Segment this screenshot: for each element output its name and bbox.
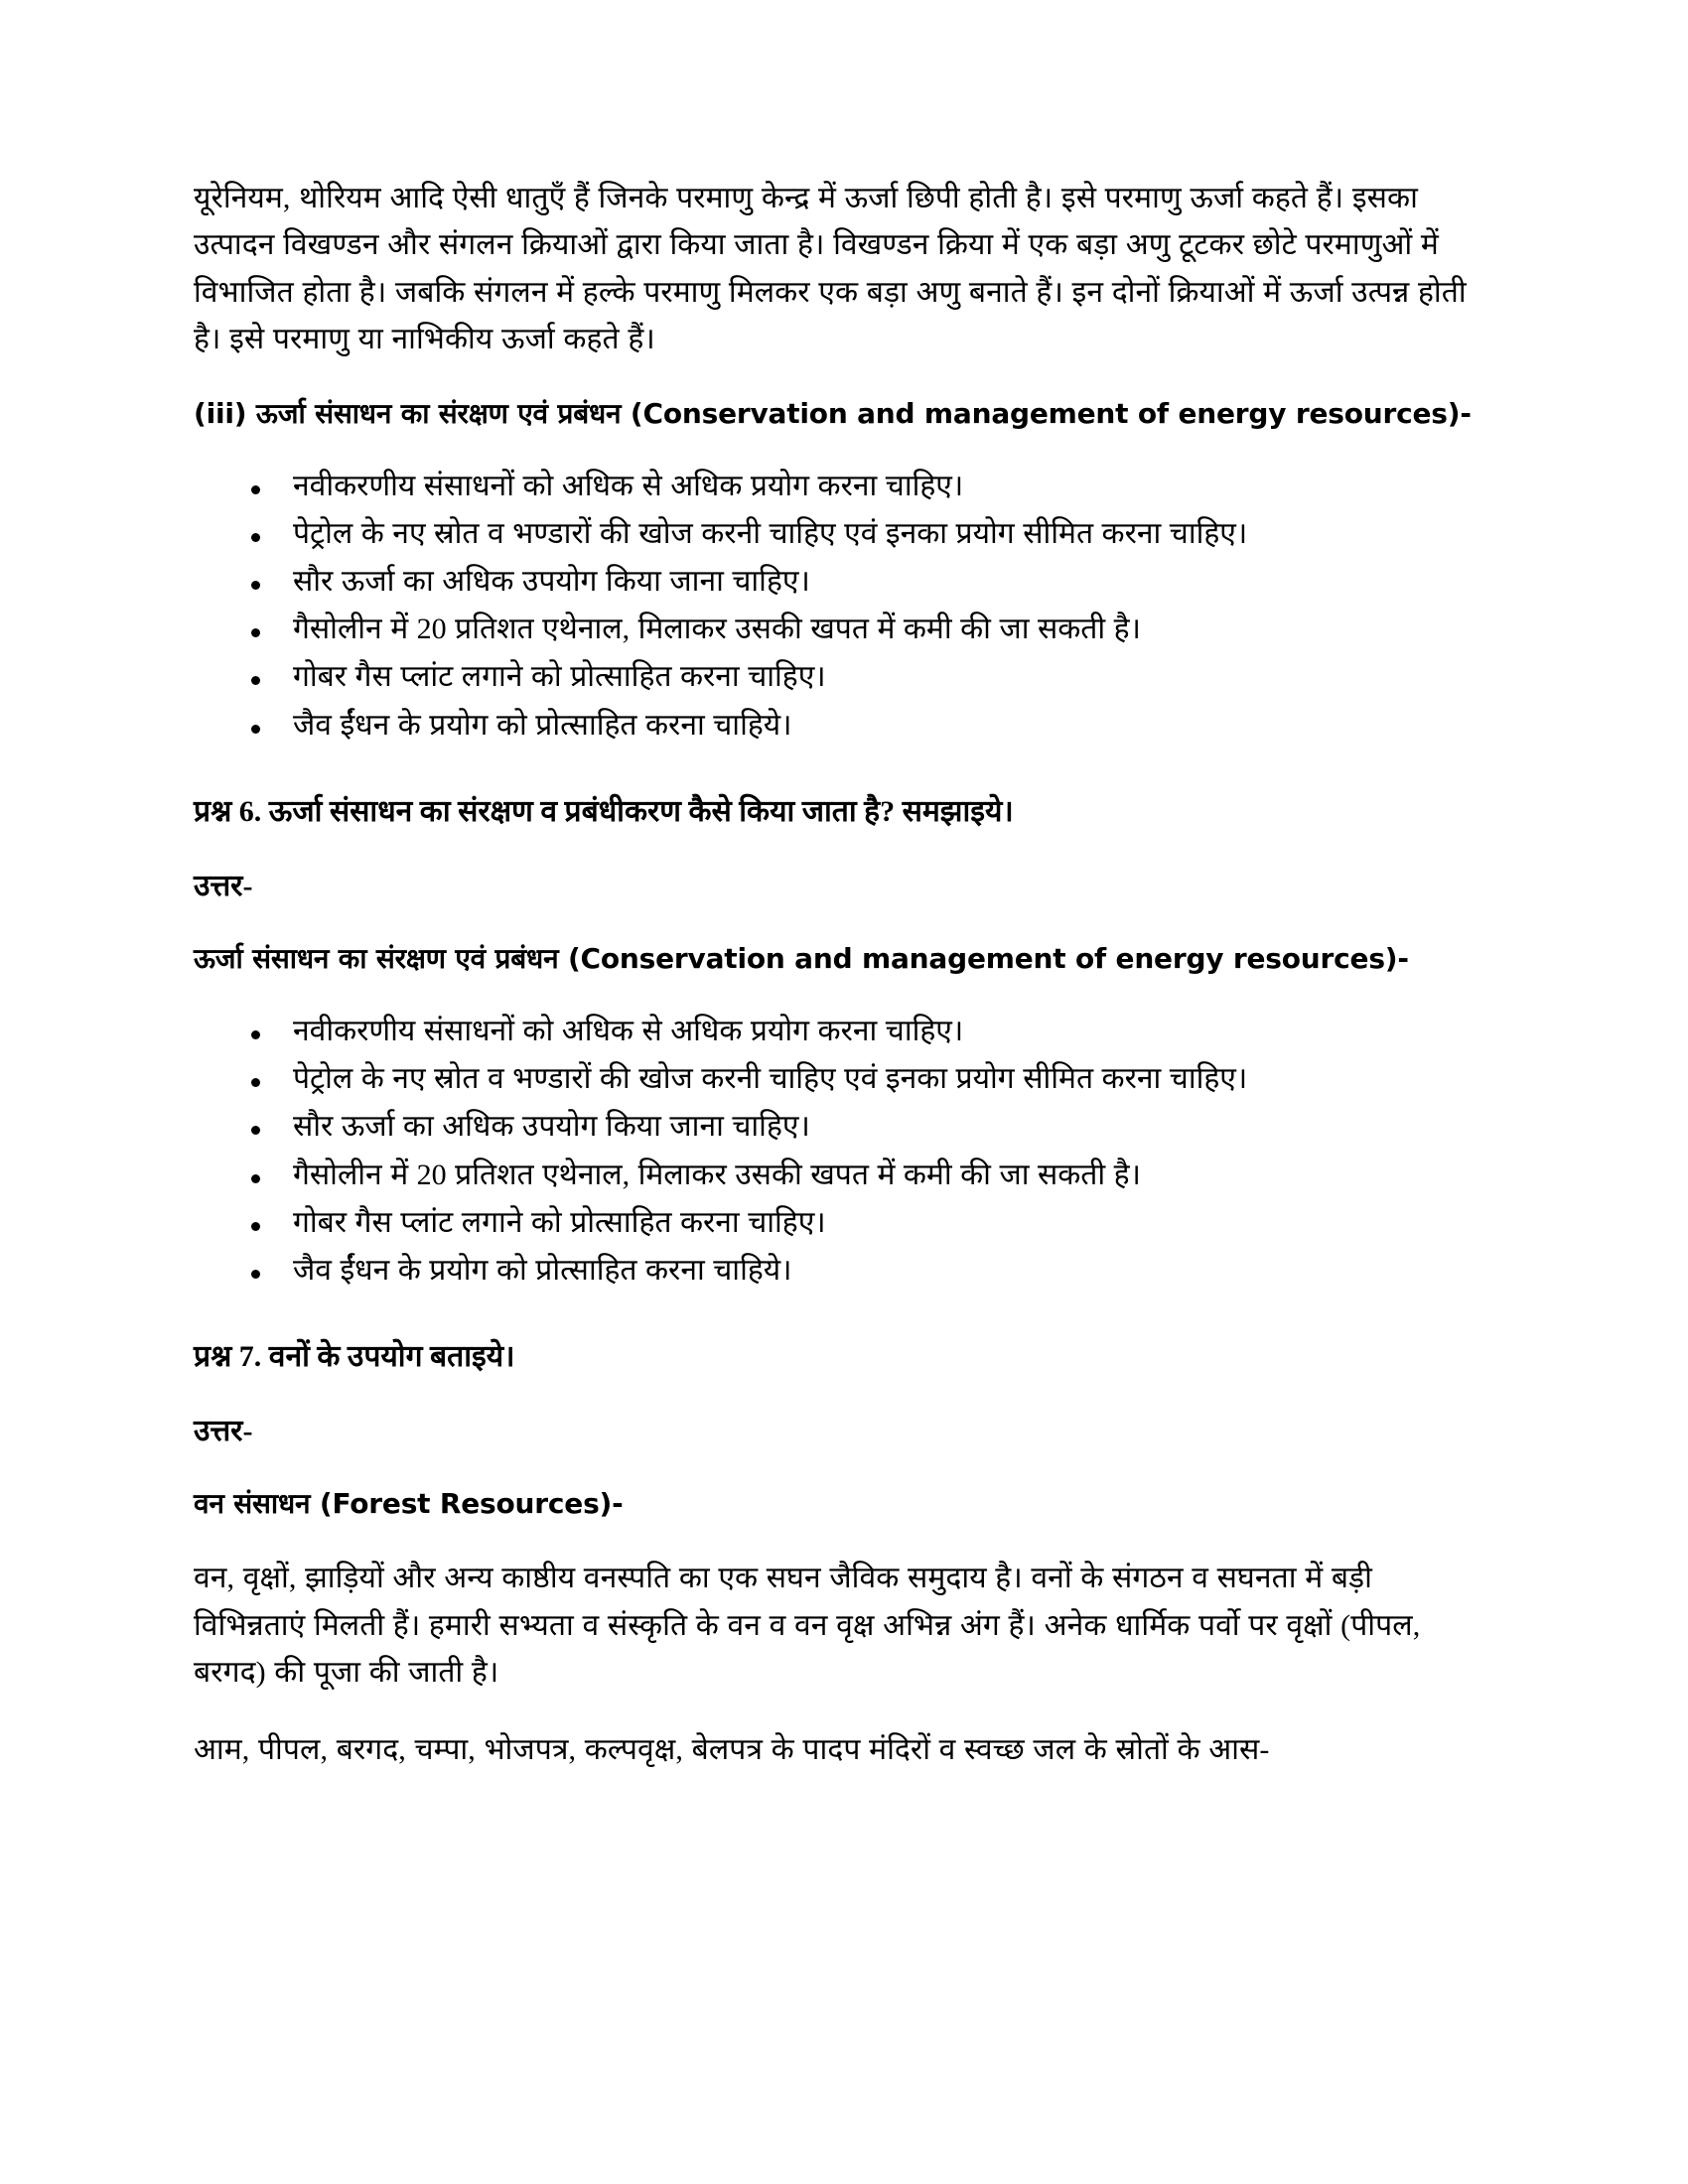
question-6-heading: प्रश्न 6. ऊर्जा संसाधन का संरक्षण व प्रबंधीकरण कैसे किया जाता है? समझाइये। bbox=[194, 794, 1014, 828]
list-item: सौर ऊर्जा का अधिक उपयोग किया जाना चाहिए। bbox=[251, 560, 1479, 604]
answer-label-7: उत्तर- bbox=[194, 1414, 253, 1447]
list-item: जैव ईंधन के प्रयोग को प्रोत्साहित करना चाहिये। bbox=[251, 704, 1479, 748]
answer-label-6: उत्तर- bbox=[194, 869, 253, 902]
conservation-bullet-list-2 bbox=[194, 1010, 1479, 1293]
conservation-bullet-list-1 bbox=[194, 465, 1479, 748]
list-item: पेट्रोल के नए स्रोत व भण्डारों की खोज करनी चाहिए एवं इनका प्रयोग सीमित करना चाहिए। bbox=[251, 1057, 1479, 1101]
spacer bbox=[194, 773, 1479, 789]
heading-conservation-iii: (iii) ऊर्जा संसाधन का संरक्षण एवं प्रबंधन (Conservation and management of energy resources)- bbox=[194, 396, 1472, 430]
list-item: गोबर गैस प्लांट लगाने को प्रोत्साहित करना चाहिए। bbox=[251, 1201, 1479, 1245]
list-item: गैसोलीन में 20 प्रतिशत एथेनाल, मिलाकर उसकी खपत में कमी की जा सकती है। bbox=[251, 608, 1479, 651]
heading-answer-6: ऊर्जा संसाधन का संरक्षण एवं प्रबंधन (Conservation and management of energy resources)- bbox=[194, 941, 1409, 975]
list-item: नवीकरणीय संसाधनों को अधिक से अधिक प्रयोग करना चाहिए। bbox=[251, 465, 1479, 508]
heading-forest-resources: वन संसाधन (Forest Resources)- bbox=[194, 1486, 624, 1520]
forest-paragraph-1: वन, वृक्षों, झाड़ियों और अन्य काष्ठीय वनस्पति का एक सघन जैविक समुदाय है। वनों के संगठन व सघनता में बड़ी विभिन्नताएं मिलती हैं। हमारी सभ्यता व संस्कृति के वन व वन वृक्ष अभिन्न अंग हैं। अनेक धार्मिक पर्वो पर वृक्षों (पीपल, बरगद) की पूजा की जाती है। bbox=[194, 1562, 1421, 1690]
document-content bbox=[194, 175, 1479, 1803]
list-item: नवीकरणीय संसाधनों को अधिक से अधिक प्रयोग करना चाहिए। bbox=[251, 1010, 1479, 1053]
list-item: सौर ऊर्जा का अधिक उपयोग किया जाना चाहिए। bbox=[251, 1105, 1479, 1149]
list-item: पेट्रोल के नए स्रोत व भण्डारों की खोज करनी चाहिए एवं इनका प्रयोग सीमित करना चाहिए। bbox=[251, 512, 1479, 556]
question-7-heading: प्रश्न 7. वनों के उपयोग बताइये। bbox=[194, 1339, 515, 1373]
intro-paragraph: यूरेनियम, थोरियम आदि ऐसी धातुएँ हैं जिनके परमाणु केन्द्र में ऊर्जा छिपी होती है। इसे परमाणु ऊर्जा कहते हैं। इसका उत्पादन विखण्डन और संगलन क्रियाओं द्वारा किया जाता है। विखण्डन क्रिया में एक बड़ा अणु टूटकर छोटे परमाणुओं में विभाजित होता है। जबकि संगलन में हल्के परमाणु मिलकर एक बड़ा अणु बनाते हैं। इन दोनों क्रियाओं में ऊर्जा उत्पन्न होती है। इसे परमाणु या नाभिकीय ऊर्जा कहते हैं। bbox=[194, 182, 1467, 356]
spacer bbox=[194, 1318, 1479, 1334]
forest-paragraph-2: आम, पीपल, बरगद, चम्पा, भोजपत्र, कल्पवृक्ष, बेलपत्र के पादप मंदिरों व स्वच्छ जल के स्रोतों के आस- bbox=[194, 1732, 1270, 1766]
list-item: गैसोलीन में 20 प्रतिशत एथेनाल, मिलाकर उसकी खपत में कमी की जा सकती है। bbox=[251, 1154, 1479, 1197]
list-item: जैव ईंधन के प्रयोग को प्रोत्साहित करना चाहिये। bbox=[251, 1249, 1479, 1293]
list-item: गोबर गैस प्लांट लगाने को प्रोत्साहित करना चाहिए। bbox=[251, 655, 1479, 699]
